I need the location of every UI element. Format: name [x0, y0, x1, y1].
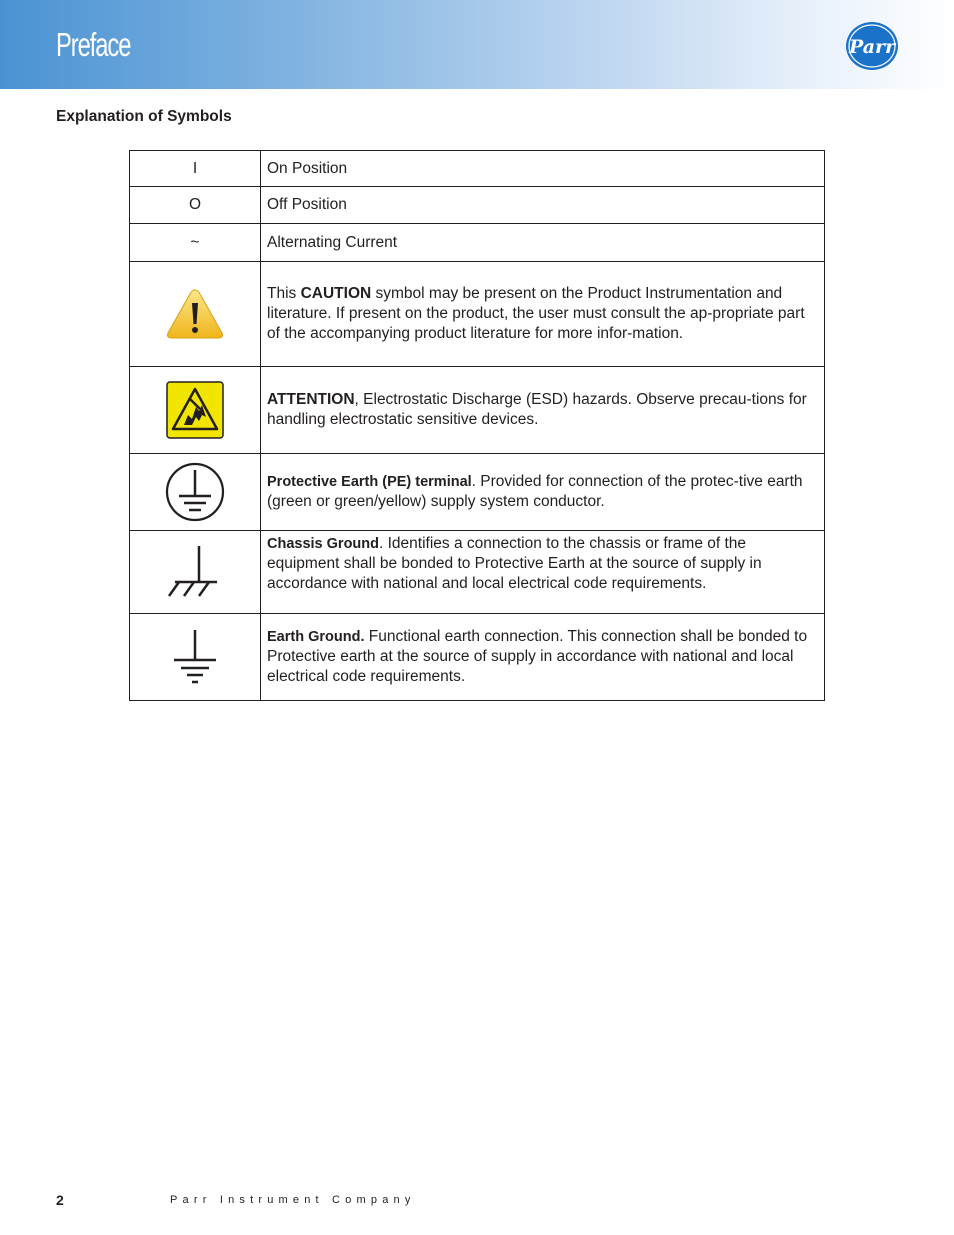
table-row [130, 367, 825, 454]
earth-ground-icon [170, 628, 220, 686]
parr-logo-icon [845, 21, 899, 71]
table-row [130, 531, 825, 614]
description-cell: This CAUTION symbol may be present on the Product Instrumentation and literature. If present on the product, the user must consult the ap-propriate part of the accompanying product literature for more infor-mation. [261, 262, 825, 367]
symbol-cell [130, 262, 261, 367]
page-header [0, 0, 954, 89]
logo-text: Parr [848, 36, 896, 58]
description-cell: ATTENTION, Electrostatic Discharge (ESD) hazards. Observe precau-tions for handling electrostatic sensitive devices. [261, 367, 825, 454]
symbol-cell: I [130, 151, 261, 187]
symbol-cell [130, 531, 261, 614]
section-heading: Explanation of Symbols [56, 108, 232, 125]
table-row [130, 224, 825, 262]
symbol-cell: O [130, 187, 261, 224]
symbol-cell: ~ [130, 224, 261, 262]
table-row [130, 262, 825, 367]
description-cell: Off Position [261, 187, 825, 224]
footer-company-name: Parr Instrument Company [170, 1194, 416, 1206]
symbols-table [129, 150, 825, 701]
table-row [130, 187, 825, 224]
table-row [130, 454, 825, 531]
description-cell: Protective Earth (PE) terminal. Provided for connection of the protec-tive earth (green or green/yellow) supply system conductor. [261, 454, 825, 531]
chassis-ground-icon [165, 544, 225, 600]
description-cell: On Position [261, 151, 825, 187]
description-cell: Earth Ground. Functional earth connection. This connection shall be bonded to Protective earth at the source of supply in accordance with national and local electrical code requirements. [261, 614, 825, 701]
symbol-cell [130, 614, 261, 701]
table-row [130, 151, 825, 187]
esd-warning-icon [166, 381, 224, 439]
symbol-cell [130, 367, 261, 454]
caution-triangle-icon [165, 287, 225, 341]
protective-earth-icon [165, 462, 225, 522]
page-number: 2 [56, 1192, 64, 1208]
page-title: Preface [56, 26, 131, 63]
symbol-cell [130, 454, 261, 531]
description-cell: Alternating Current [261, 224, 825, 262]
table-row [130, 614, 825, 701]
description-cell: Chassis Ground. Identifies a connection to the chassis or frame of the equipment shall be bonded to Protective Earth at the source of supply in accordance with national and local electrical code requirements. [261, 531, 825, 614]
